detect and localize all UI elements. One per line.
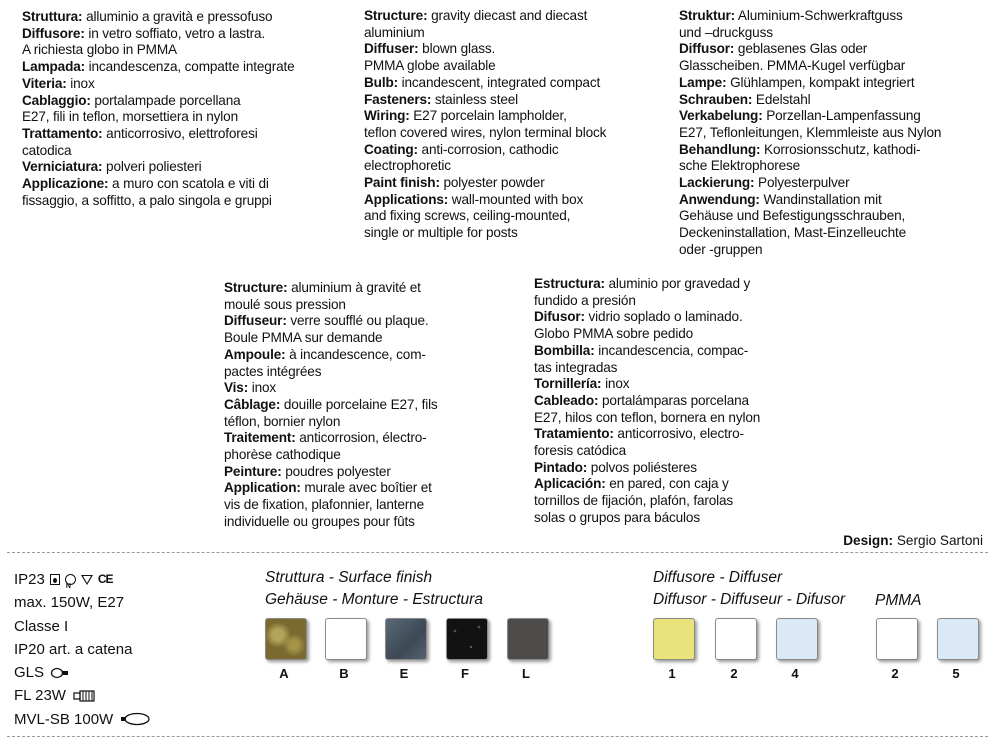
divider-top	[7, 552, 988, 553]
class-box-icon	[50, 574, 60, 585]
spec-value: Aluminium-Schwerkraftguss	[735, 8, 903, 23]
spec-value: a muro con scatola e viti di	[108, 176, 269, 192]
spec-key: Lampada:	[22, 59, 86, 75]
spec-value: Edelstahl	[752, 91, 811, 107]
spec-value: E27, fili in teflon, morsettiera in nylon	[22, 109, 238, 125]
spec-entry	[224, 380, 524, 397]
spec-value: en pared, con caja y	[605, 476, 729, 492]
rating-line	[14, 568, 153, 591]
spec-key: Applications:	[364, 191, 449, 207]
spec-value: pactes intégrées	[224, 363, 322, 379]
spec-value: fissaggio, a soffitto, a palo singola e gruppi	[22, 192, 272, 208]
spec-entry	[224, 280, 524, 313]
specs-column-spanish	[534, 276, 834, 527]
designer-credit	[843, 533, 983, 548]
spec-entry	[224, 347, 524, 380]
spec-key: Trattamento:	[22, 125, 103, 141]
spec-entry	[364, 92, 664, 109]
diffuser-label-4: 4	[791, 666, 799, 681]
spec-value: anti-corrosion, cathodic	[417, 141, 559, 157]
spec-value: verre soufflé ou plaque.	[286, 313, 429, 329]
spec-value: murale avec boîtier et	[300, 480, 432, 496]
spec-entry	[224, 430, 524, 463]
spec-value: tornillos de fijación, plafón, farolas	[534, 493, 734, 509]
spec-key: Paint finish:	[364, 175, 440, 191]
pmma-swatch-5	[937, 618, 979, 660]
specs-column-english	[364, 8, 664, 242]
finish-swatch-l	[507, 618, 549, 660]
spec-value: aluminium	[364, 24, 425, 40]
spec-value: fundido a presión	[534, 292, 636, 308]
spec-value: portalampade porcellana	[90, 92, 241, 108]
spec-key: Diffusore:	[22, 25, 85, 41]
spec-key: Vis:	[224, 380, 249, 396]
spec-entry	[22, 159, 347, 176]
spec-value: solas o grupos para báculos	[534, 509, 700, 525]
spec-key: Anwendung:	[679, 191, 760, 207]
finish-label-l: L	[522, 666, 530, 681]
spec-entry	[679, 108, 979, 141]
spec-value: Polyesterpulver	[754, 175, 850, 191]
finish-swatch-f	[446, 618, 488, 660]
gls-bulb-icon	[50, 667, 72, 679]
spec-value: Boule PMMA sur demande	[224, 330, 383, 346]
n-mark-icon: N	[65, 574, 76, 585]
fl-lamp-icon	[72, 690, 98, 702]
spec-key: Pintado:	[534, 459, 588, 475]
spec-entry	[364, 108, 664, 141]
spec-entry	[224, 313, 524, 346]
spec-value: sche Elektrophorese	[679, 158, 801, 174]
technical-specs	[14, 568, 153, 731]
spec-value: anticorrosion, électro-	[295, 430, 427, 446]
spec-value: individuelle ou groupes pour fûts	[224, 513, 415, 529]
spec-value: Porzellan-Lampenfassung	[762, 108, 921, 124]
spec-value: E27, hilos con teflon, bornera en nylon	[534, 409, 761, 425]
spec-value: aluminio por gravedad y	[604, 276, 751, 291]
spec-value: poudres polyester	[281, 463, 391, 479]
spec-value: wall-mounted with box	[448, 191, 584, 207]
spec-value: polveri poliesteri	[102, 159, 202, 175]
spec-value: catodica	[22, 142, 72, 158]
wattage-line: max. 150W, E27	[14, 594, 125, 612]
diffuser-label-2: 2	[730, 666, 738, 681]
spec-value: vidrio soplado o laminado.	[584, 309, 743, 325]
finish-label-f: F	[461, 666, 469, 681]
spec-value: incandescenza, compatte integrate	[85, 59, 295, 75]
spec-key: Diffusor:	[679, 41, 735, 57]
spec-value: geblasenes Glas oder	[734, 41, 868, 57]
spec-key: Struttura:	[22, 9, 83, 24]
spec-value: foresis catódica	[534, 443, 627, 459]
spec-entry	[22, 93, 347, 126]
spec-entry	[22, 26, 347, 59]
spec-entry	[534, 393, 834, 426]
specs-column-italian	[22, 9, 347, 209]
spec-value: electrophoretic	[364, 158, 451, 174]
spec-entry	[679, 192, 979, 259]
spec-key: Verniciatura:	[22, 159, 103, 175]
spec-key: Traitement:	[224, 430, 296, 446]
spec-key: Ampoule:	[224, 346, 286, 362]
spec-key: Tornillería:	[534, 376, 602, 392]
spec-value: oder -gruppen	[679, 241, 763, 257]
finish-label-b: B	[339, 666, 349, 681]
spec-entry	[364, 41, 664, 74]
spec-value: Gehäuse und Befestigungsschrauben,	[679, 208, 906, 224]
spec-key: Diffuser:	[364, 41, 419, 57]
spec-value: stainless steel	[431, 91, 519, 107]
spec-key: Structure:	[364, 8, 428, 23]
divider-bottom	[7, 736, 988, 737]
specs-column-german	[679, 8, 979, 259]
spec-entry	[534, 476, 834, 526]
pmma-swatch-2	[876, 618, 918, 660]
spec-key: Tratamiento:	[534, 426, 614, 442]
spec-key: Lackierung:	[679, 175, 755, 191]
designer-label: Design:	[843, 533, 894, 548]
spec-value: E27 porcelain lampholder,	[409, 108, 567, 124]
spec-key: Fasteners:	[364, 91, 432, 107]
spec-key: Diffuseur:	[224, 313, 287, 329]
diffuser-swatch-4	[776, 618, 818, 660]
designer-name: Sergio Sartoni	[893, 533, 983, 548]
spec-key: Coating:	[364, 141, 418, 157]
diffuser-swatch-2	[715, 618, 757, 660]
spec-value: in vetro soffiato, vetro a lastra.	[84, 25, 266, 41]
spec-value: moulé sous pression	[224, 296, 346, 312]
spec-value: single or multiple for posts	[364, 225, 518, 241]
spec-value: anticorrosivo, electro-	[613, 426, 744, 442]
spec-value: anticorrosivo, elettroforesi	[102, 125, 258, 141]
spec-key: Struktur:	[679, 8, 736, 23]
spec-value: and fixing screws, ceiling-mounted,	[364, 208, 571, 224]
spec-value: téflon, bornier nylon	[224, 413, 341, 429]
spec-entry	[22, 126, 347, 159]
spec-key: Bombilla:	[534, 342, 595, 358]
spec-key: Structure:	[224, 280, 288, 295]
spec-value: inox	[601, 376, 630, 392]
mvl-lamp-icon	[119, 712, 153, 726]
spec-key: Wiring:	[364, 108, 410, 124]
spec-entry	[224, 480, 524, 530]
spec-value: incandescent, integrated compact	[397, 74, 601, 90]
surface-finish-title-line-1: Struttura - Surface finish	[265, 569, 433, 586]
spec-key: Câblage:	[224, 396, 281, 412]
spec-value: Korrosionsschutz, kathodi-	[760, 141, 921, 157]
specs-column-french	[224, 280, 524, 531]
spec-key: Behandlung:	[679, 141, 761, 157]
spec-entry	[534, 309, 834, 342]
spec-value: inox	[66, 75, 95, 91]
spec-entry	[364, 192, 664, 242]
ip-chain-line: IP20 art. a catena	[14, 640, 133, 658]
spec-key: Cablaggio:	[22, 92, 91, 108]
spec-key: Peinture:	[224, 463, 282, 479]
spec-value: polvos poliésteres	[587, 459, 697, 475]
spec-value: blown glass.	[418, 41, 496, 57]
spec-key: Difusor:	[534, 309, 585, 325]
class-line: Classe I	[14, 617, 69, 635]
spec-entry	[534, 343, 834, 376]
diffuser-swatch-1	[653, 618, 695, 660]
spec-value: douille porcelaine E27, fils	[280, 396, 438, 412]
spec-entry	[364, 75, 664, 92]
finish-label-a: A	[279, 666, 289, 681]
fl-line	[14, 684, 153, 707]
spec-key: Aplicación:	[534, 476, 606, 492]
gls-line	[14, 661, 153, 684]
mvl-label: MVL-SB 100W	[14, 710, 114, 728]
spec-value: vis de fixation, plafonnier, lanterne	[224, 497, 424, 513]
diffuser-title	[653, 567, 845, 611]
spec-value: aluminium à gravité et	[287, 280, 421, 295]
spec-value: incandescencia, compac-	[594, 342, 749, 358]
spec-entry	[22, 76, 347, 93]
spec-value: teflon covered wires, nylon terminal block	[364, 124, 607, 140]
pmma-label-2: 2	[891, 666, 899, 681]
finish-swatch-b	[325, 618, 367, 660]
finish-swatch-a	[265, 618, 307, 660]
surface-finish-title	[265, 567, 483, 611]
spec-entry	[224, 397, 524, 430]
fl-label: FL 23W	[14, 687, 66, 705]
spec-entry	[679, 175, 979, 192]
spec-value: inox	[248, 380, 277, 396]
spec-value: tas integradas	[534, 359, 618, 375]
spec-value: Globo PMMA sobre pedido	[534, 326, 694, 342]
spec-key: Cableado:	[534, 392, 599, 408]
spec-key: Viteria:	[22, 75, 67, 91]
mvl-line	[14, 708, 153, 731]
diffuser-label-1: 1	[668, 666, 676, 681]
spec-entry	[534, 426, 834, 459]
spec-entry	[534, 376, 834, 393]
diffuser-title-line-1: Diffusore - Diffuser	[653, 569, 783, 586]
spec-value: phorèse cathodique	[224, 447, 341, 463]
spec-key: Bulb:	[364, 74, 398, 90]
spec-value: PMMA globe available	[364, 58, 496, 74]
ce-mark-icon: CE	[97, 572, 113, 586]
spec-entry	[679, 142, 979, 175]
spec-key: Applicazione:	[22, 176, 109, 192]
spec-entry	[679, 41, 979, 74]
spec-value: à incandescence, com-	[285, 346, 426, 362]
spec-value: Glasscheiben. PMMA-Kugel verfügbar	[679, 58, 906, 74]
spec-entry	[679, 8, 979, 41]
pmma-title: PMMA	[875, 592, 922, 609]
spec-key: Estructura:	[534, 276, 605, 291]
spec-entry	[364, 142, 664, 175]
spec-entry	[224, 464, 524, 481]
f-triangle-icon	[81, 575, 93, 585]
spec-entry	[534, 276, 834, 309]
spec-entry	[364, 8, 664, 41]
spec-value: alluminio a gravità e pressofuso	[82, 9, 273, 24]
diffuser-title-line-2: Diffusor - Diffuseur - Difusor	[653, 591, 846, 608]
spec-value: E27, Teflonleitungen, Klemmleiste aus Nylon	[679, 124, 942, 140]
spec-value: Glühlampen, kompakt integriert	[726, 74, 915, 90]
ip-rating: IP23	[14, 571, 45, 588]
spec-key: Schrauben:	[679, 91, 753, 107]
spec-value: und –druckguss	[679, 24, 773, 40]
spec-key: Lampe:	[679, 74, 727, 90]
spec-entry	[364, 175, 664, 192]
spec-value: Deckeninstallation, Mast-Einzelleuchte	[679, 225, 907, 241]
spec-entry	[679, 92, 979, 109]
spec-entry	[679, 75, 979, 92]
spec-value: Wandinstallation mit	[759, 191, 882, 207]
finish-label-e: E	[399, 666, 409, 681]
spec-value: polyester powder	[439, 175, 545, 191]
spec-entry	[22, 176, 347, 209]
spec-key: Application:	[224, 480, 301, 496]
spec-value: portalámparas porcelana	[598, 392, 749, 408]
spec-value: A richiesta globo in PMMA	[22, 42, 177, 58]
pmma-label-5: 5	[952, 666, 960, 681]
gls-label: GLS	[14, 664, 45, 682]
spec-entry	[534, 460, 834, 477]
surface-finish-title-line-2: Gehäuse - Monture - Estructura	[265, 591, 483, 608]
spec-value: gravity diecast and diecast	[427, 8, 588, 23]
spec-entry	[22, 59, 347, 76]
spec-entry	[22, 9, 347, 26]
spec-key: Verkabelung:	[679, 108, 763, 124]
finish-swatch-e	[385, 618, 427, 660]
